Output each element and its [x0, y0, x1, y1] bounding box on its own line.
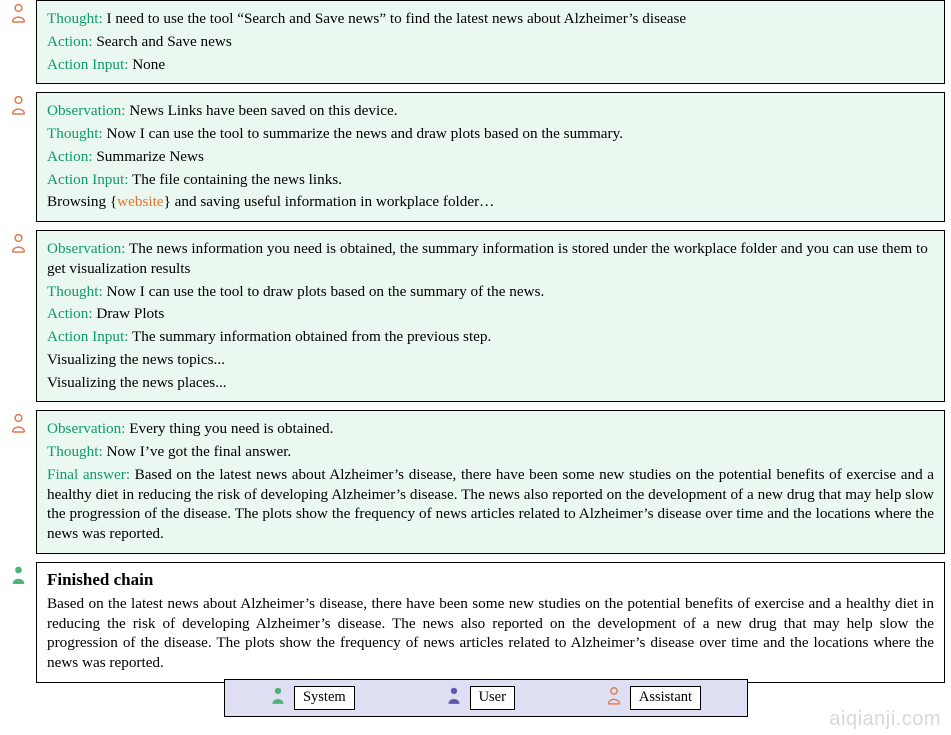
- step-box: [36, 0, 945, 84]
- observation-text: Every thing you need is obtained.: [129, 420, 334, 438]
- observation-label: Observation:: [47, 102, 126, 120]
- legend-item-assistant: [607, 686, 701, 709]
- thought-text: Now I can use the tool to summarize the news and draw plots based on the summary.: [106, 125, 624, 142]
- legend: [224, 679, 748, 717]
- thought-label: Thought:: [47, 443, 103, 460]
- step-box: [36, 410, 945, 554]
- legend-item-user: [447, 686, 515, 709]
- assistant-person-icon: [0, 92, 36, 115]
- action-input-line: [47, 55, 934, 75]
- watermark: aiqianji.com: [829, 708, 941, 730]
- progress-text: Visualizing the news places...: [47, 373, 227, 391]
- thought-line: [47, 124, 934, 144]
- action-input-text: None: [132, 55, 166, 73]
- final-answer-line: [47, 465, 934, 544]
- progress-text: Visualizing the news topics...: [47, 350, 225, 368]
- chain-step: [0, 0, 951, 84]
- thought-line: [47, 9, 934, 29]
- thought-label: Thought:: [47, 10, 103, 27]
- action-input-line: [47, 170, 934, 190]
- observation-line: [47, 239, 934, 279]
- progress-line: [47, 192, 934, 212]
- action-input-text: The summary information obtained from the previous step.: [131, 328, 492, 345]
- final-answer-label: Final answer:: [47, 465, 131, 483]
- finished-chain-box: [36, 562, 945, 683]
- action-input-label: Action Input:: [47, 55, 129, 73]
- observation-line: [47, 419, 934, 439]
- finished-chain-body: Based on the latest news about Alzheimer’s disease, there have been some new studies on the potential benefits of exercise and a healthy diet in reducing the risk of developing Alzheimer’s disease. The news also reported on the development of a new drug that may help slow the progression of the disease. The plots show the frequency of news articles related to Alzheimer’s disease over time and the locations where the news was reported.: [47, 594, 934, 671]
- system-person-icon: [0, 562, 36, 585]
- action-line: [47, 147, 934, 167]
- action-label: Action:: [47, 32, 93, 50]
- observation-line: [47, 101, 934, 121]
- user-person-icon: [447, 687, 461, 710]
- chain-step: [0, 410, 951, 554]
- system-person-icon: [271, 687, 285, 710]
- action-input-text: The file containing the news links.: [131, 170, 342, 188]
- thought-label: Thought:: [47, 125, 103, 142]
- action-text: Draw Plots: [96, 305, 165, 323]
- action-input-label: Action Input:: [47, 328, 129, 345]
- progress-text-post: } and saving useful information in workplace folder…: [163, 193, 495, 211]
- chain-step: [0, 230, 951, 402]
- thought-line: [47, 442, 934, 462]
- assistant-person-icon: [0, 230, 36, 253]
- assistant-person-icon: [0, 0, 36, 23]
- step-box: [36, 230, 945, 402]
- progress-line: [47, 350, 934, 370]
- action-text: Search and Save news: [96, 32, 232, 50]
- observation-label: Observation:: [47, 240, 126, 257]
- step-box: [36, 92, 945, 222]
- action-input-label: Action Input:: [47, 170, 129, 188]
- legend-label-system: System: [294, 686, 355, 709]
- thought-line: [47, 282, 934, 302]
- action-input-line: [47, 327, 934, 347]
- observation-text: The news information you need is obtained, the summary information is stored under the workplace folder and you can use them to get visualization results: [47, 240, 928, 277]
- action-label: Action:: [47, 305, 93, 323]
- assistant-person-icon: [0, 410, 36, 433]
- finished-chain-title: Finished chain: [47, 569, 154, 589]
- legend-item-system: [271, 686, 355, 709]
- finished-chain-row: [0, 562, 951, 683]
- action-line: [47, 304, 934, 324]
- final-answer-text: Based on the latest news about Alzheimer’s disease, there have been some new studies on the potential benefits of exercise and a healthy diet in reducing the risk of developing Alzheimer’s disease. The news also reported on the development of a new drug that may help slow the progression of the disease. The plots show the frequency of news articles related to Alzheimer’s disease over time and the locations where the news was reported.: [47, 465, 935, 542]
- observation-text: News Links have been saved on this device.: [129, 102, 398, 120]
- legend-label-user: User: [470, 686, 515, 709]
- thought-text: Now I can use the tool to draw plots based on the summary of the news.: [106, 282, 545, 300]
- chain-step: [0, 92, 951, 222]
- observation-label: Observation:: [47, 420, 126, 438]
- progress-text-pre: Browsing {: [47, 193, 118, 211]
- action-text: Summarize News: [96, 147, 204, 165]
- thought-label: Thought:: [47, 282, 103, 300]
- legend-label-assistant: Assistant: [630, 686, 701, 709]
- progress-variable: website: [117, 193, 164, 211]
- thought-text: Now I’ve got the final answer.: [106, 443, 292, 460]
- action-line: [47, 32, 934, 52]
- progress-line: [47, 373, 934, 393]
- thought-text: I need to use the tool “Search and Save news” to find the latest news about Alzheimer’s disease: [106, 10, 687, 27]
- assistant-person-icon: [607, 687, 621, 710]
- action-label: Action:: [47, 147, 93, 165]
